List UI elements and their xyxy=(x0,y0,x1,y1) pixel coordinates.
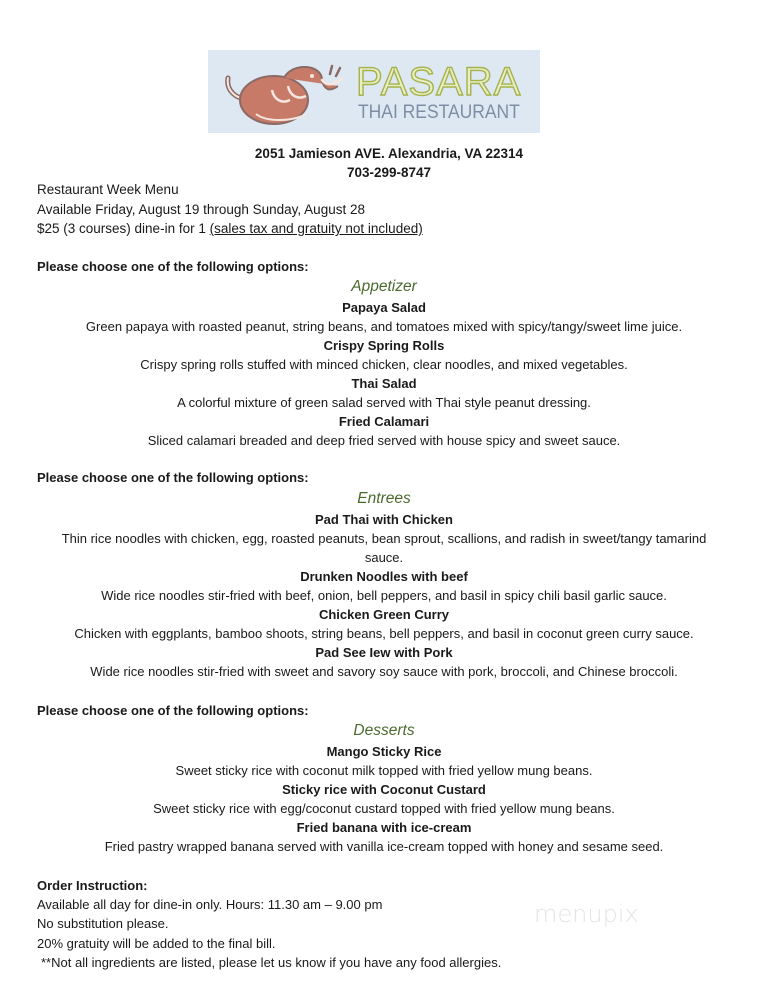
item-desc: Fried pastry wrapped banana served with vanilla ice-cream topped with honey and sesame seed. xyxy=(104,839,664,854)
section-title: Desserts xyxy=(353,722,415,739)
price: $25 (3 courses) dine-in for 1 xyxy=(37,221,210,236)
item-desc: Wide rice noodles stir-fried with sweet and savory soy sauce with pork, broccoli, and Chinese broccoli. xyxy=(90,664,678,679)
item-name: Mango Sticky Rice xyxy=(326,744,442,759)
order-instructions xyxy=(37,876,501,972)
choose-label-desserts: Please choose one of the following options: xyxy=(37,703,309,718)
item-name: Drunken Noodles with beef xyxy=(300,569,468,584)
item-name: Pad See Iew with Pork xyxy=(315,645,453,660)
price-line xyxy=(37,219,423,239)
item-desc: Green papaya with roasted peanut, string beans, and tomatoes mixed with spicy/tangy/sweet lime juice. xyxy=(85,319,683,334)
item-desc: Sweet sticky rice with egg/coconut custard topped with fried yellow mung beans. xyxy=(153,801,615,816)
price-note: (sales tax and gratuity not included) xyxy=(209,221,423,236)
intro-block xyxy=(37,180,423,239)
item-name: Crispy Spring Rolls xyxy=(323,338,445,353)
item-desc: Thin rice noodles with chicken, egg, roasted peanuts, bean sprout, scallions, and radish in sweet/tangy tamarind sauce. xyxy=(61,531,707,565)
restaurant-logo xyxy=(208,50,540,133)
section-entrees xyxy=(0,488,768,681)
phone-number: 703-299-8747 xyxy=(346,165,432,180)
item-desc: Sliced calamari breaded and deep fried served with house spicy and sweet sauce. xyxy=(147,433,621,448)
item-desc: A colorful mixture of green salad served with Thai style peanut dressing. xyxy=(177,395,591,410)
item-name: Fried banana with ice-cream xyxy=(296,820,472,835)
allergy-note: **Not all ingredients are listed, please let us know if you have any food allergies. xyxy=(41,954,502,970)
item-name: Pad Thai with Chicken xyxy=(315,512,453,527)
order-heading: Order Instruction: xyxy=(37,878,148,893)
restaurant-name: PASARA xyxy=(356,60,522,104)
item-name: Fried Calamari xyxy=(338,414,430,429)
item-desc: Crispy spring rolls stuffed with minced chicken, clear noodles, and mixed vegetables. xyxy=(140,357,628,372)
restaurant-subtitle: THAI RESTAURANT xyxy=(358,102,520,123)
order-line: No substitution please. xyxy=(37,916,169,932)
item-name: Sticky rice with Coconut Custard xyxy=(282,782,486,797)
item-desc: Chicken with eggplants, bamboo shoots, string beans, bell peppers, and basil in coconut green curry sauce. xyxy=(74,626,694,641)
section-appetizer xyxy=(0,276,768,450)
availability: Available Friday, August 19 through Sunday, August 28 xyxy=(37,201,365,217)
watermark: menupix xyxy=(534,900,639,928)
choose-label-appetizer: Please choose one of the following options: xyxy=(37,259,309,274)
item-desc: Sweet sticky rice with coconut milk topped with fried yellow mung beans. xyxy=(175,763,593,778)
item-name: Papaya Salad xyxy=(342,300,426,315)
section-title: Entrees xyxy=(357,490,411,507)
choose-label-entrees: Please choose one of the following options: xyxy=(37,470,309,485)
item-name: Chicken Green Curry xyxy=(318,607,450,622)
menu-title: Restaurant Week Menu xyxy=(37,182,179,197)
address: 2051 Jamieson AVE. Alexandria, VA 22314 xyxy=(254,146,524,161)
item-desc: Wide rice noodles stir-fried with beef, onion, bell peppers, and basil in spicy chili basil garlic sauce. xyxy=(101,588,667,603)
order-line: Available all day for dine-in only. Hours: 11.30 am – 9.00 pm xyxy=(37,897,383,913)
address-block xyxy=(0,144,768,182)
order-line: 20% gratuity will be added to the final bill. xyxy=(37,935,276,951)
section-desserts xyxy=(0,720,768,856)
item-name: Thai Salad xyxy=(351,376,417,391)
elephant-icon xyxy=(222,56,352,128)
section-title: Appetizer xyxy=(351,278,417,295)
